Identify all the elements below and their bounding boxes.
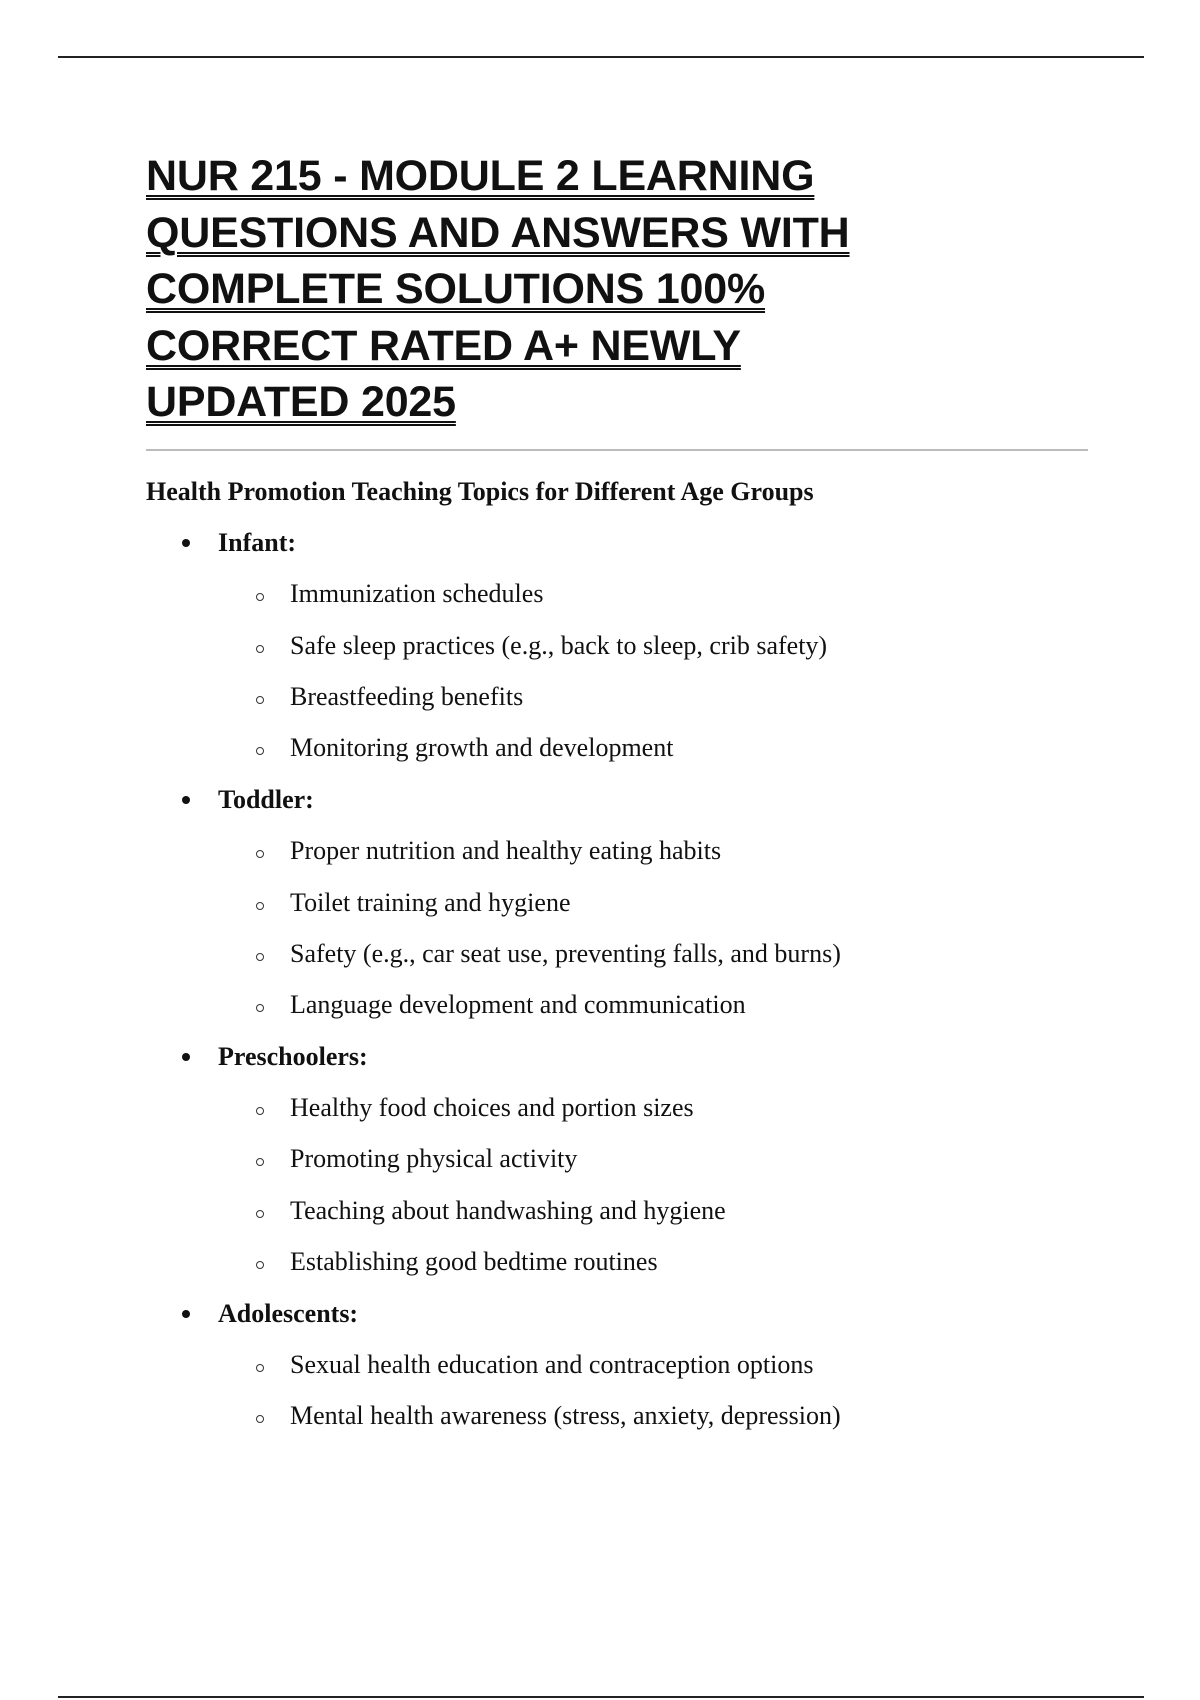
- list-item: Promoting physical activity: [290, 1144, 578, 1173]
- list-item: Language development and communication: [290, 990, 746, 1019]
- list-item: Breastfeeding benefits: [290, 682, 524, 711]
- title-line: QUESTIONS AND ANSWERS WITH: [146, 208, 850, 257]
- group-label-preschoolers: Preschoolers:: [218, 1042, 368, 1071]
- circle-bullet-icon: [256, 1004, 264, 1012]
- title-divider: [146, 449, 1088, 451]
- circle-bullet-icon: [256, 645, 264, 653]
- bullet-icon: [182, 1053, 190, 1061]
- circle-bullet-icon: [256, 850, 264, 858]
- list-item: Establishing good bedtime routines: [290, 1247, 658, 1276]
- list-item: Proper nutrition and healthy eating habits: [290, 836, 722, 865]
- title-line: NUR 215 - MODULE 2 LEARNING: [146, 152, 815, 200]
- title-line: UPDATED 2025: [146, 378, 456, 426]
- page-bottom-rule: [58, 1696, 1144, 1698]
- list-item: Toilet training and hygiene: [290, 888, 571, 917]
- list-item: Sexual health education and contraception options: [290, 1350, 814, 1379]
- list-item: Healthy food choices and portion sizes: [290, 1093, 694, 1122]
- circle-bullet-icon: [256, 1158, 264, 1166]
- bullet-icon: [182, 1310, 190, 1318]
- list-item: Monitoring growth and development: [290, 733, 674, 762]
- title-line: CORRECT RATED A+ NEWLY: [146, 321, 741, 370]
- group-label-toddler: Toddler:: [218, 785, 314, 814]
- circle-bullet-icon: [256, 747, 264, 755]
- circle-bullet-icon: [256, 902, 264, 910]
- group-label-infant: Infant:: [218, 528, 297, 557]
- title-line: COMPLETE SOLUTIONS 100%: [146, 265, 766, 313]
- circle-bullet-icon: [256, 1210, 264, 1218]
- bullet-icon: [182, 539, 190, 547]
- circle-bullet-icon: [256, 1415, 264, 1423]
- document-title: [146, 148, 1066, 431]
- list-item: Immunization schedules: [290, 579, 544, 608]
- list-item: Safe sleep practices (e.g., back to sleep, crib safety): [290, 631, 828, 660]
- group-label-adolescents: Adolescents:: [218, 1299, 359, 1328]
- circle-bullet-icon: [256, 1107, 264, 1115]
- circle-bullet-icon: [256, 696, 264, 704]
- list-item: Safety (e.g., car seat use, preventing falls, and burns): [290, 939, 841, 968]
- page-top-rule: [58, 56, 1144, 58]
- section-heading: Health Promotion Teaching Topics for Different Age Groups: [146, 477, 814, 506]
- circle-bullet-icon: [256, 593, 264, 601]
- bullet-icon: [182, 796, 190, 804]
- list-item: Mental health awareness (stress, anxiety, depression): [290, 1401, 841, 1430]
- circle-bullet-icon: [256, 1364, 264, 1372]
- list-item: Teaching about handwashing and hygiene: [290, 1196, 726, 1225]
- circle-bullet-icon: [256, 953, 264, 961]
- circle-bullet-icon: [256, 1261, 264, 1269]
